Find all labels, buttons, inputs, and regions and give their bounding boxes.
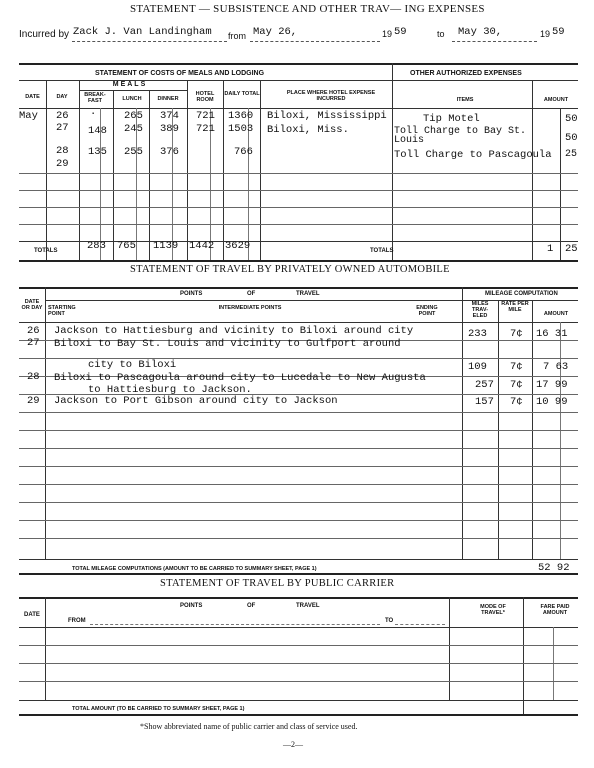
auto-row-amount: 7 63: [543, 361, 569, 373]
from-label: from: [228, 31, 246, 41]
from-year: 59: [394, 26, 407, 38]
row-item: Tip Motel: [423, 113, 480, 125]
from-date: May 26,: [253, 26, 298, 38]
col-date-or-day: DATE OR DAY: [21, 299, 43, 311]
public-col-to: TO: [385, 618, 394, 624]
row-breakfast: 148: [88, 125, 107, 137]
auto-row-route: to Hattiesburg to Jackson.: [88, 384, 252, 396]
auto-row-route: Biloxi to Pascagoula around city to Lucedale to New Augusta: [54, 372, 426, 384]
auto-row-amount: 16 31: [536, 328, 568, 340]
other-total-dollars: 1: [547, 243, 554, 255]
public-col-of: OF: [247, 603, 256, 609]
total-breakfast: 283: [87, 240, 106, 252]
col-meals: MEALS: [112, 81, 148, 88]
row-item: Toll Charge to Pascagoula: [394, 149, 552, 161]
col-lunch: LUNCH: [122, 96, 142, 102]
row-breakfast: 135: [88, 146, 107, 158]
col-mileage: MILEAGE COMPUTATION: [485, 291, 558, 297]
row-place: Biloxi, Mississippi: [267, 110, 387, 122]
total-daily: 3629: [225, 240, 251, 252]
public-col-mode: MODE OF TRAVEL*: [480, 604, 506, 616]
auto-total-amount: 52 92: [538, 562, 570, 574]
row-item: Toll Charge to Bay St. Louis: [394, 126, 527, 146]
row-day: 26: [56, 110, 69, 122]
col-amount: AMOUNT: [543, 97, 569, 103]
auto-row-miles: 257: [475, 379, 494, 391]
row-daily: 1360: [228, 110, 254, 122]
col-day: DAY: [56, 94, 68, 100]
public-col-fare: FARE PAID AMOUNT: [540, 604, 570, 616]
auto-row-miles: 233: [468, 328, 487, 340]
row-dinner: 374: [160, 110, 179, 122]
meals-section-title: STATEMENT OF COSTS OF MEALS AND LODGING: [95, 70, 265, 77]
auto-row-rate: 7¢: [510, 328, 523, 340]
col-date: DATE: [25, 94, 40, 100]
auto-row-miles: 109: [468, 361, 487, 373]
page-number: —2—: [283, 740, 303, 749]
col-intermediate: INTERMEDIATE POINTS: [218, 305, 282, 311]
other-totals-label: TOTALS: [370, 248, 394, 254]
footnote: *Show abbreviated name of public carrier and class of service used.: [140, 722, 358, 731]
row-place: Biloxi, Miss.: [267, 124, 349, 136]
col-starting: STARTING POINT: [48, 305, 76, 317]
row-breakfast: ·: [90, 108, 97, 120]
auto-title: STATEMENT OF TRAVEL BY PRIVATELY OWNED AUTOMOBILE: [130, 264, 450, 275]
col-dinner: DINNER: [157, 96, 179, 102]
col-points: POINTS: [180, 291, 203, 297]
row-dinner: 376: [160, 146, 179, 158]
col-items: ITEMS: [456, 97, 474, 103]
row-daily: 766: [234, 146, 253, 158]
incurred-by-name: Zack J. Van Landingham: [73, 26, 212, 38]
row-lunch: 245: [124, 123, 143, 135]
col-ending: ENDING POINT: [416, 305, 438, 317]
auto-row-amount: 10 99: [536, 396, 568, 408]
auto-row-rate: 7¢: [510, 379, 523, 391]
row-dinner: 389: [160, 123, 179, 135]
public-col-travel: TRAVEL: [296, 603, 320, 609]
col-hotel: HOTEL ROOM: [195, 91, 215, 103]
col-auto-amount: AMOUNT: [543, 311, 569, 317]
row-amount: 50: [565, 113, 578, 125]
from-year-prefix: 19: [382, 29, 393, 39]
col-travel: TRAVEL: [296, 291, 320, 297]
col-daily: DAILY TOTAL: [224, 91, 260, 97]
row-amount: 50: [565, 132, 578, 144]
col-of: OF: [247, 291, 256, 297]
other-total-cents: 25: [565, 243, 578, 255]
total-dinner: 1139: [153, 240, 179, 252]
auto-row-amount: 17 99: [536, 379, 568, 391]
row-hotel: 721: [196, 110, 215, 122]
meals-totals-label: TOTALS: [34, 248, 58, 254]
row-amount: 25: [565, 149, 578, 160]
col-place: PLACE WHERE HOTEL EXPENSE INCURRED: [286, 90, 376, 102]
total-hotel: 1442: [189, 240, 215, 252]
auto-row-day: 27: [27, 337, 40, 349]
row-lunch: 255: [124, 146, 143, 158]
auto-row-miles: 157: [475, 396, 494, 408]
col-rate: RATE PER MILE: [501, 301, 529, 313]
row-hotel: 721: [196, 123, 215, 135]
auto-row-route: Biloxi to Bay St. Louis and vicinity to Gulfport around: [54, 338, 401, 350]
auto-row-route: Jackson to Port Gibson around city to Jackson: [54, 395, 338, 407]
row-day: 28: [56, 145, 69, 157]
auto-row-rate: 7¢: [510, 396, 523, 408]
public-col-points: POINTS: [180, 603, 203, 609]
auto-row-day: 26: [27, 325, 40, 337]
form-title: STATEMENT — SUBSISTENCE AND OTHER TRAV— ING EXPENSES: [130, 3, 485, 15]
other-expenses-title: OTHER AUTHORIZED EXPENSES: [410, 70, 522, 77]
public-total-label: TOTAL AMOUNT (TO BE CARRIED TO SUMMARY SHEET, PAGE 1): [72, 706, 245, 712]
col-miles: MILES TRAV-ELED: [471, 301, 489, 319]
public-col-from: FROM: [68, 618, 86, 624]
auto-total-label: TOTAL MILEAGE COMPUTATIONS (AMOUNT TO BE CARRIED TO SUMMARY SHEET, PAGE 1): [72, 566, 317, 572]
row-lunch: 265: [124, 110, 143, 122]
row-month: May: [19, 110, 38, 122]
auto-row-route: city to Biloxi: [88, 359, 177, 371]
total-lunch: 765: [117, 240, 136, 252]
auto-row-day: 29: [27, 395, 40, 407]
auto-row-route: Jackson to Hattiesburg and vicinity to Biloxi around city: [54, 325, 414, 337]
to-date: May 30,: [458, 26, 503, 38]
col-breakfast: BREAK-FAST: [84, 92, 106, 104]
row-daily: 1503: [228, 123, 254, 135]
row-day: 27: [56, 122, 69, 134]
public-title: STATEMENT OF TRAVEL BY PUBLIC CARRIER: [160, 578, 395, 589]
auto-row-day: 28: [27, 371, 40, 383]
incurred-by-label: Incurred by: [19, 29, 70, 40]
row-day: 29: [56, 158, 69, 170]
to-year-prefix: 19: [540, 29, 551, 39]
to-year: 59: [552, 26, 565, 38]
public-col-date: DATE: [24, 612, 40, 618]
auto-row-rate: 7¢: [510, 361, 523, 373]
to-label: to: [437, 29, 445, 39]
